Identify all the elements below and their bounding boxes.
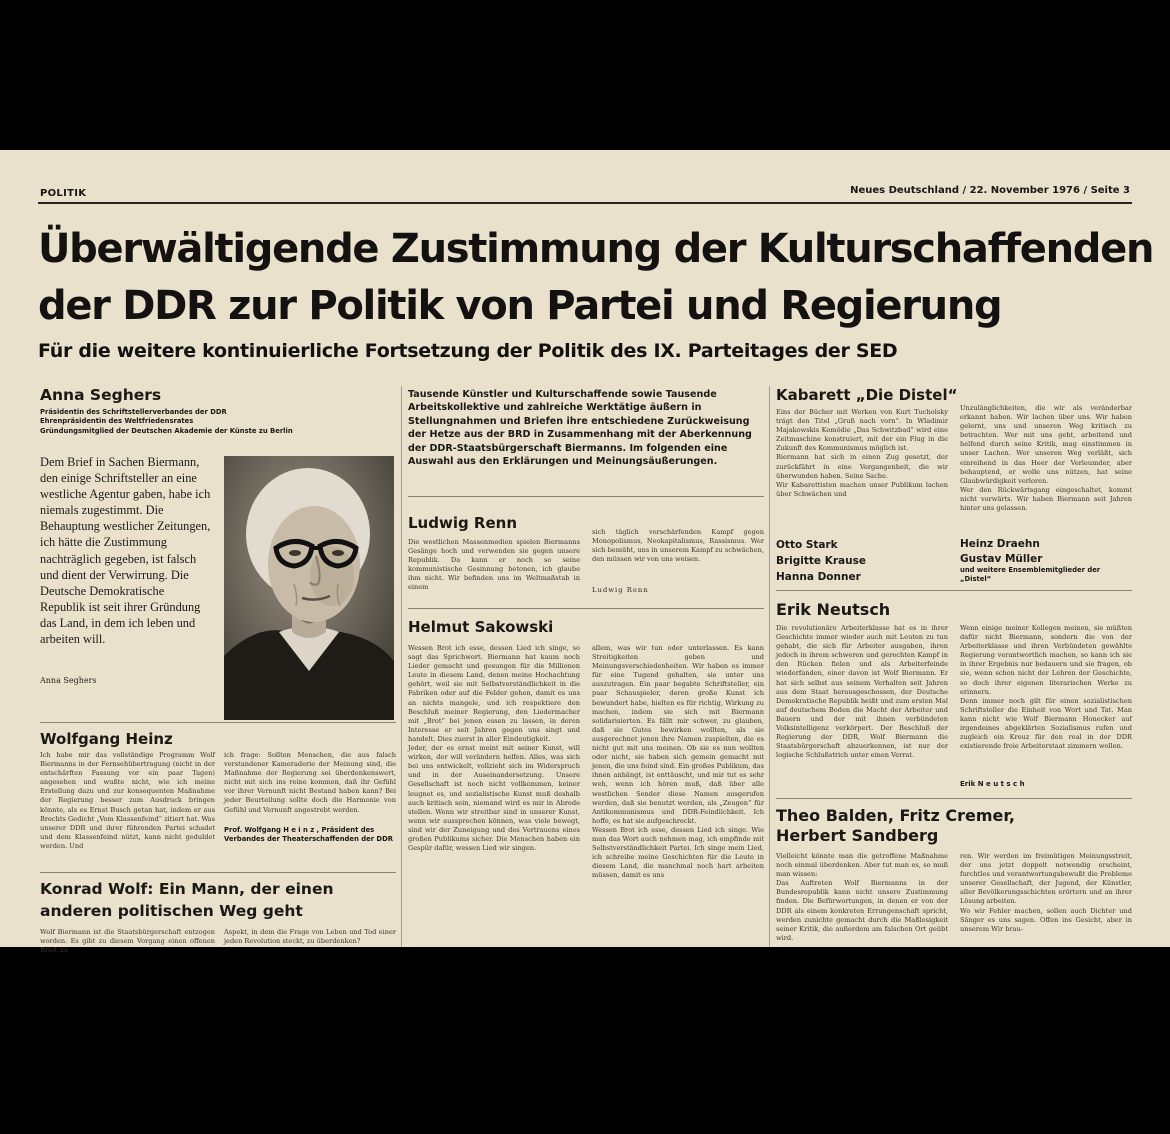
balden-text-col1: Vielleicht könnte man die getroffene Maßnahme noch einmal überdenken. Aber tut man es, so muß man wissen: Das Auftreten Wolf Biermanns in der Bundesrepublik kann nicht unsere Zustimmung finden. Die Befürwortungen, in denen er von der DDR als einem konkreten Errungenschaft spricht, werden zunichte gemacht durch die Maßlosigkeit seiner Kritik, die außerdem am falschen Ort geübt wird. (776, 852, 948, 942)
seghers-statement: Dem Brief in Sachen Biermann, den einige Schriftsteller an eine westliche Agentur gaben, habe ich niemals zugestimmt. Die Behauptung westlicher Zeitungen, ich hätte die Zustimmung nachträglich gegeben, ist falsch und dient der Verwirrung. Die Deutsche Demokratische Republik ist seit ihrer Gründung das Land, in dem ich leben und arbeiten will. (40, 455, 211, 647)
neutsch-text-col1: Die revolutionäre Arbeiterklasse hat es in ihrer Geschichte immer wieder auch mit Leuten zu tun gehabt, die sich für Arbeiter ausgaben, ihren jedoch in ihrem schweren und gerechten Kampf in den Rücken fielen und als Arbeiterfeinde wiederfanden, einer davon ist Wolf Biermann. Er hat sich selbst aus seinem Verhalten seit Jahren aus dem Staat herausgeschossen, der Deutsche Demokratische Republik heißt und zum ersten Mal auf deutschem Boden die Macht der Arbeiter und Bauern und der mit ihnen verbündeten Volksintelligenz verkörpert. Der Beschluß der Regierung der DDR, Wolf Biermann die Staatsbürgerschaft abzuerkennen, ist nur der logische Schlußstrich unter einen Verrat. (776, 624, 948, 760)
headline-line-1: Überwältigende Zustimmung der Kulturschaffenden (38, 226, 1154, 272)
heinz-signature: Prof. Wolfgang H e i n z , Präsident des Verbandes der Theaterschaffenden der DDR (224, 826, 393, 843)
masthead-rule (38, 202, 1132, 204)
newspaper-page (0, 150, 1170, 955)
wolf-title-2: anderen politischen Weg geht (40, 902, 303, 920)
photo-caption: Anna Seghers (40, 676, 97, 685)
wolf-text-col2: Aspekt, in dem die Frage von Leben und Tod einer jeden Revolution steckt, zu überdenken? (224, 928, 396, 946)
seghers-titles: Präsidentin des Schriftstellerverbandes der DDR Ehrenpräsidentin des Weltfriedensrates Gründungsmitglied der Deutschen Akademie der Künste zu Berlin (40, 408, 293, 435)
author-distel: Kabarett „Die Distel“ (776, 386, 958, 404)
section-label: POLITIK (40, 188, 87, 199)
author-balden-1: Theo Balden, Fritz Cremer, (776, 806, 1015, 825)
column-separator-1 (401, 386, 402, 947)
distel-text-col1: Eins der Bücher mit Werken von Kurt Tucholsky trägt den Titel „Gruß nach vorn“. In Wladimir Majakowskis Komödie „Das Schwitzbad“ wird eine Zeitmaschine konstruiert, mit der ein Flug in die Zukunft des Kommunismus möglich ist. Biermann hat sich in einen Zug gesetzt, der zurückfährt in eine Vergangenheit, die wir überwunden haben. Seine Sache. Wir Kabarettisten machen unser Publikum lachen über Schwächen und (776, 408, 948, 498)
distel-names-left: Otto Stark Brigitte Krause Hanna Donner (776, 539, 866, 583)
distel-names-note: und weitere Ensemblemitglieder der „Distel“ (960, 566, 1101, 583)
portrait-photo (224, 456, 394, 720)
heinz-rule (40, 872, 396, 873)
neutsch-text-col2: Wenn einige meiner Kollegen meinen, sie müßten dafür nicht Biermann, sondern die von der Arbeiterklasse und ihren Verbündeten gewählte Regierung verantwortlich machen, so kann ich sie in ihrer Ergebnis nur bedauern und sie fragen, ob sie, wenn schon nicht der Lehren der Geschichte, so doch ihrer eigenen literarischen Werke zu erinnern. Denn immer noch gilt für einen sozialistischen Schriftsteller die Einheit von Wort und Tat. Man kann nicht wie Wolf Biermann Honecker auf irgendeines abgeklärten Sozialismus rufen und zugleich ein Kreuz für den real in der DDR existierende freie Arbeiterstaat zimmern wollen. (960, 624, 1132, 751)
distel-names-right: Heinz Draehn Gustav Müller (960, 538, 1043, 565)
renn-signature: Ludwig Renn (592, 586, 649, 594)
neutsch-rule (776, 798, 1132, 799)
author-renn: Ludwig Renn (408, 514, 518, 532)
intro-rule (408, 496, 764, 497)
seghers-rule (40, 722, 396, 723)
heinz-text-col2: ich frage: Sollten Menschen, die aus falsch verstandener Kameraderie der Meinung sind, die Maßnahme der Regierung sei überdenkenswert, nicht mit sich ins reine kommen, daß ihr Gefühl vor ihrer Vernunft nicht Bestand haben kann? Bei jeder Beurteilung sollte doch die Harmonie von Gefühl und Vernunft angestrebt werden. (224, 751, 396, 814)
author-sakowski: Helmut Sakowski (408, 618, 554, 636)
issue-info: Neues Deutschland / 22. November 1976 / Seite 3 (850, 185, 1130, 196)
renn-text-col2: sich täglich verschärfenden Kampf gegen Monopolismus, Neokapitalismus, Rassismus. Wer sich bemüht, uns in unserem Kampf zu schwächen, den müssen wir von uns weisen. (592, 528, 764, 564)
renn-text-col1: Die westlichen Massenmedien spielen Biermanns Gesänge hoch und verwenden sie gegen unsere Republik. Da kann er noch so seine kommunistische Gesinnung betonen, ich glaube ihm nicht. Wir befinden uns im Weltmaßstab in einem (408, 538, 580, 592)
column-separator-2 (769, 386, 770, 947)
heinz-text-col1: Ich habe mir das vollständige Programm Wolf Biermanns in der Fernsehübertragung (nicht in der entschärften Fassung vor ein paar Tagen) angesehen und wußte nicht, wie ich meine Erstellung dazu und zur konsequenten Maßnahme der Regierung besser zum Ausdruck bringen könnte, als es Ernst Busch getan hat, indem er aus Brechts Gedicht „Vom Klassenfeind“ zitiert hat. Was unserer DDR und ihrer führenden Partei schadet und dem Klassenfeind nützt, kann nicht geduldet werden. Und (40, 751, 215, 850)
renn-rule (408, 608, 764, 609)
distel-text-col2: Unzulänglichkeiten, die wir als veränderbar erkannt haben. Wir lachen über uns. Wir haben gelernt, uns und unseren Weg kritisch zu betrachten. Wer mit uns geht, arbeitend und helfend durch seine Kritik, mag einstimmen in unser Lachen. Wer unseren Weg verläßt, sich einreihend in das Heer der Verleumder, aber behauptend, er wolle uns nützen, hat seine Glaubwürdigkeit verloren. Wer den Rückwärtsgang eingeschaltet, kommt nicht vorwärts. Wir haben Biermann seit Jahren hinter uns gelassen. (960, 404, 1132, 513)
wolf-title-1: Konrad Wolf: Ein Mann, der einen (40, 880, 334, 898)
intro-text: Tausende Künstler und Kulturschaffende sowie Tausende Arbeitskollektive und zahlreiche Werktätige äußern in Stellungnahmen und Briefen ihre entschiedene Zurückweisung der Hetze aus der BRD in Zusammenhang mit der Aberkennung der DDR-Staatsbürgerschaft Biermanns. Im folgenden eine Auswahl aus den Erklärungen und Meinungsäußerungen. (408, 389, 752, 468)
balden-text-col2: ren. Wir werden im freimütigen Meinungsstreit, der uns jetzt doppelt notwendig erscheint, furchtlos und verantwortungsbewußt die Probleme unserer Gesellschaft, der Jugend, der Künstler, aller Bevölkerungsschichten erörtern und an ihrer Lösung arbeiten. Wo wir Fehler machen, sollen auch Dichter und Sänger es uns sagen. Offen ins Gesicht, aber in unserem Wir brau- (960, 852, 1132, 933)
wolf-text-col1: Wolf Biermann ist die Staatsbürgerschaft entzogen worden. Es gibt zu diesem Vorgang einen offenen Brief, zu (40, 928, 215, 955)
sakowski-text-col2: allem, was wir tun oder unterlassen. Es kann Streitigkeiten geben und Meinungsverschiedenheiten. Wir haben es immer für eine Tugend gehalten, sie unter uns auszutragen. Ein paar begabte Schriftsteller, ein paar Schauspieler, deren große Kunst ich bewundert habe, hielten es für richtig, Wirkung zu machen, indem sie sich mit Biermann solidarisierten. Es fällt mir schwer, zu glauben, daß sie Gutes bewirken wollten, als sie ausgerechnet jenen ihre Namen zuspielten, die es nicht gut mit uns meinen. Ob sie es nun wollten oder nicht, sie haben sich gemein gemacht mit jenen, die uns feind sind. Ein großes Publikum, das ihnen anhängt, ist enttäuscht, und mir tut es sehr weh, wenn ich hören muß, daß über alle westlichen Sender diese Namen ausgerufen werden, daß sie benutzt werden, als „Zeugen“ für Antikommunismus und DDR-Feindlichkeit. Ich hoffe, es hat sie aufgeschreckt. Wessen Brot ich esse, dessen Lied ich singe. Wie man das Wort auch nehmen mag, ich empfinde mit Selbstverständlichkeit Partei. Ich singe mein Lied, ich schreibe meine Geschichten für die Leute in diesem Land, die manchmal noch hart arbeiten müssen, damit es uns (592, 644, 764, 880)
portrait-image (224, 456, 394, 720)
author-seghers: Anna Seghers (40, 386, 162, 404)
neutsch-signature: Erik N e u t s c h (960, 780, 1025, 788)
distel-rule (776, 590, 1132, 591)
headline-subline: Für die weitere kontinuierliche Fortsetzung der Politik des IX. Parteitages der SED (38, 340, 898, 362)
author-balden-2: Herbert Sandberg (776, 826, 939, 845)
sakowski-text-col1: Wessen Brot ich esse, dessen Lied ich singe, so sagt das Sprichwort. Biermann hat kaum noch Lieder gemacht und gesungen für die Millionen Leute in diesem Land, denen meine Hochachtung gehört, weil sie mit Selbstverständlichkeit in die Fabriken oder auf die Felder gehen, damit es uns an nichts mangele, und ich respektiere den Beschluß meiner Regierung, den Liedermacher mit „Brot“ bei jenen essen zu lassen, in deren Interesse er seit Jahren gegen uns singt und handelt. Dies zuerst in aller Eindeutigkeit. Jeder, der es ernst meint mit seiner Kunst, will wirken, der will verändern helfen. Alles, was sich bei uns entwickelt, vollzieht sich im Widerspruch und in der Auseinandersetzung. Unsere Gesellschaft ist noch nicht vollkommen, keiner leugnet es, und sozialistische Kunst muß deshalb auch kritisch sein, niemand wird es mir in Abrede stellen. Wenn wir streitbar sind in unserer Kunst, wenn wir aussprechen können, was viele bewegt, sind wir der Zuneigung und des Vertrauens eines großen Publikums sicher. Die Menschen haben ein Gespür dafür, wessen Lied wir singen. (408, 644, 580, 853)
headline-line-2: der DDR zur Politik von Partei und Regierung (38, 283, 1002, 329)
author-neutsch: Erik Neutsch (776, 600, 891, 619)
author-heinz: Wolfgang Heinz (40, 730, 173, 748)
